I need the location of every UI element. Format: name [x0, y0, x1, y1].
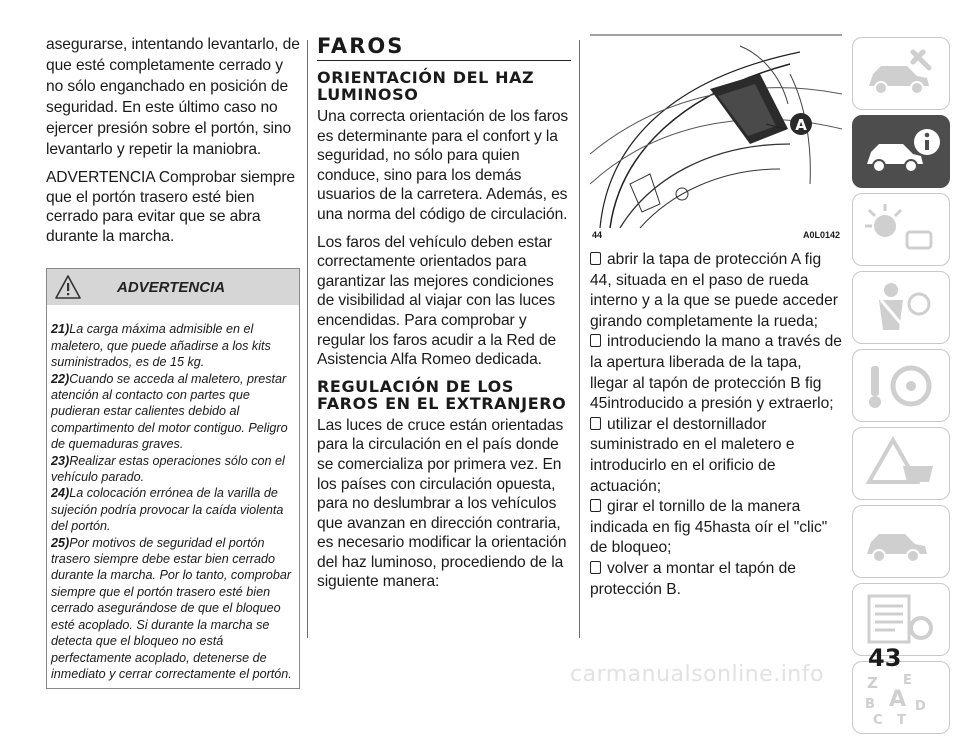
list-item: [590, 559, 842, 600]
warning-item-number: 22): [51, 371, 70, 386]
steering-key-icon: [863, 358, 941, 414]
figure-number: 44: [592, 230, 603, 240]
warning-item-number: 23): [51, 453, 70, 468]
warning-item-text: Cuando se acceda al maletero, prestar atención al contacto con partes que pudieran estar calientes debido al compartimento del motor contiguo. Peligro de quemaduras graves.: [51, 371, 288, 452]
list-item: [590, 332, 842, 414]
warning-item-text: La carga máxima admisible en el maletero, que puede añadirse a los kits suministrados, es de 15 kg.: [51, 322, 271, 370]
body-paragraph: Los faros del vehículo deben estar correctamente orientados para garantizar las mejores condiciones de visibilidad al viajar con las luces encendidas. Para comprobar y regular los faros acudir a la Red de Asistencia Alfa Romeo dedicada.: [317, 233, 557, 369]
figure-wheel-arch: [590, 34, 842, 228]
car-info-icon: [863, 124, 941, 180]
body-paragraph: Las luces de cruce están orientadas para la circulación en el país donde se comercializa por primera vez. En los países con circulación opuesta, para no deslumbrar a los vehículos que avanzan en dirección contraria, es necesario modificar la orientación del haz luminoso, procediendo de la siguiente manera:: [317, 416, 567, 591]
index-letter: D: [915, 699, 926, 714]
list-item: [590, 497, 842, 559]
warning-item-text: Realizar estas operaciones sólo con el vehículo parado.: [51, 453, 285, 485]
checkbox-bullet-icon: [590, 561, 601, 574]
tab-steering-key[interactable]: [852, 349, 950, 422]
car-service-icon: [863, 514, 941, 570]
callout-label: A: [795, 116, 807, 134]
warning-item: [51, 371, 295, 453]
list-item-text: abrir la tapa de protección A fig 44, situada en el paso de rueda interno y a la que se puede acceder girando completamente la rueda;: [590, 251, 838, 330]
list-item-text: introduciendo la mano a través de la apertura liberada de la tapa, llegar al tapón de protección B fig 45introducido a presión y extraerlo;: [590, 333, 842, 413]
column-divider: [307, 40, 308, 638]
index-letter: B: [865, 697, 875, 712]
body-paragraph: Una correcta orientación de los faros es determinante para el confort y la seguridad, no sólo para quien conduce, sino para los demás usuarios de la carretera. Además, es una norma del código de circulación.: [317, 108, 569, 223]
warning-item-text: Por motivos de seguridad el portón trasero siempre debe estar bien cerrado durante la marcha. Por lo tanto, comprobar siempre que el portón trasero esté bien cerrado asegurándose de que el bloqueo esté acoplado. Si durante la marcha se detecta que el bloqueo no está perfectamente acoplado, detenerse de inmediato y cerrar correctamente el portón.: [51, 535, 292, 681]
warning-item-number: 24): [51, 486, 70, 501]
warning-triangle-icon: [55, 275, 81, 299]
car-tools-icon: [863, 46, 941, 102]
index-letter: Z: [867, 674, 878, 692]
list-item: [590, 250, 842, 332]
alphabetical-index-icon: [863, 670, 941, 726]
wheel-arch-illustration: [590, 34, 842, 228]
body-paragraph: asegurarse, intentando levantarlo, de que esté completamente cerrado y no sólo enganchado en posición de seguridad. En este último caso no ejercer presión sobre el portón, sino levantarlo y repetir la maniobra.: [46, 36, 300, 158]
warning-lights-icon: [863, 202, 941, 258]
warning-item: [51, 321, 295, 370]
warning-item: [51, 453, 295, 486]
warning-item: [51, 535, 295, 683]
list-item: [590, 415, 842, 497]
column-middle: [317, 34, 571, 600]
column-left: [46, 34, 300, 689]
warning-header: [47, 269, 299, 305]
figure-code: A0L0142: [802, 230, 840, 240]
column-divider: [579, 40, 580, 638]
warning-item-text: La colocación errónea de la varilla de sujeción podría provocar la caída violenta del portón.: [51, 486, 284, 534]
list-item-text: girar el tornillo de la manera indicada en fig 45hasta oír el "clic" de bloqueo;: [590, 498, 828, 557]
checkbox-bullet-icon: [590, 499, 601, 512]
warning-item-number: 25): [51, 535, 70, 550]
warning-box: [46, 268, 300, 689]
index-letter: T: [897, 713, 906, 726]
seatbelt-airbag-icon: [863, 280, 941, 336]
warning-list: [47, 305, 299, 688]
body-paragraph: ADVERTENCIA Comprobar siempre que el portón trasero esté bien cerrado para evitar que se abra durante la marcha.: [46, 169, 295, 245]
tab-seatbelt-airbag[interactable]: [852, 271, 950, 344]
subsection-title: REGULACIÓN DE LOS FAROS EN EL EXTRANJERO: [317, 376, 567, 413]
index-letter: A: [889, 687, 907, 712]
checkbox-bullet-icon: [590, 334, 601, 347]
tab-car-info[interactable]: [852, 115, 950, 188]
bullet-list: [590, 250, 842, 600]
watermark: carmanualsonline.info: [570, 662, 824, 687]
list-item-text: volver a montar el tapón de protección B.: [590, 559, 796, 598]
figure-caption: [590, 230, 842, 240]
emergency-triangle-icon: [863, 436, 941, 492]
warning-title: ADVERTENCIA: [117, 279, 226, 297]
page-number: 43: [868, 644, 902, 672]
list-item-text: utilizar el destornillador suministrado en el maletero e introducirlo en el orificio de actuación;: [590, 415, 795, 495]
subsection-title: ORIENTACIÓN DEL HAZ LUMINOSO: [317, 68, 535, 104]
technical-data-icon: [863, 592, 941, 648]
chapter-tabs: [852, 37, 952, 739]
column-right: [590, 34, 842, 600]
index-letter: E: [903, 673, 912, 688]
tab-warning-lights[interactable]: [852, 193, 950, 266]
checkbox-bullet-icon: [590, 252, 601, 265]
tab-car-tools[interactable]: [852, 37, 950, 110]
warning-item: [51, 485, 295, 534]
index-letter: C: [873, 713, 883, 726]
checkbox-bullet-icon: [590, 417, 601, 430]
tab-car-service[interactable]: [852, 505, 950, 578]
section-title: FAROS: [317, 34, 571, 61]
tab-emergency[interactable]: [852, 427, 950, 500]
warning-item-number: 21): [51, 322, 70, 337]
